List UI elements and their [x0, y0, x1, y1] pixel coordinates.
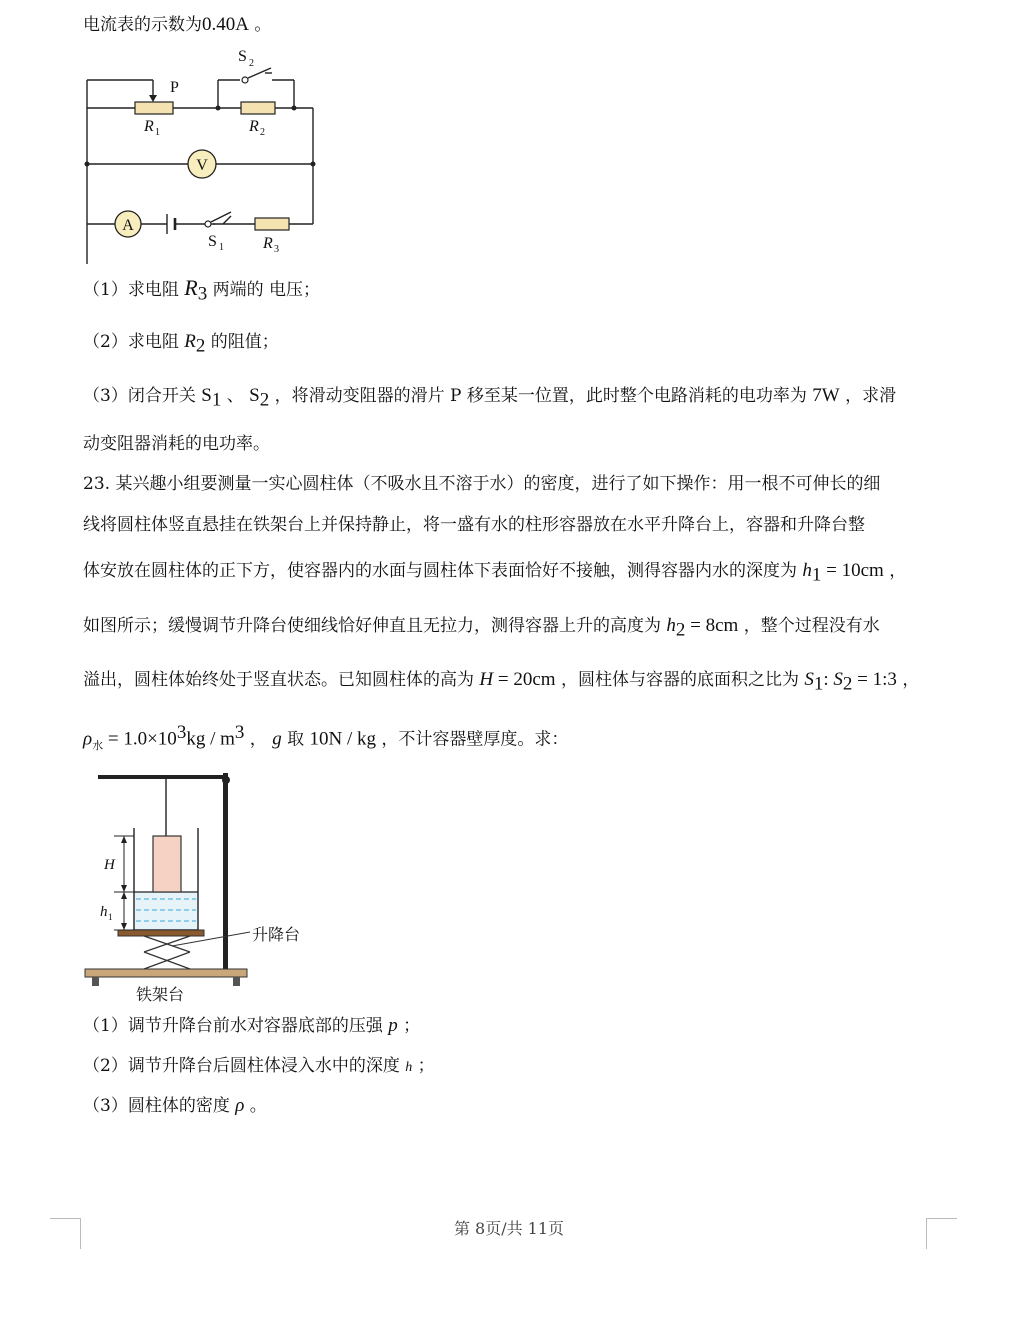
q23-part3: （3）圆柱体的密度 ρ 。 [83, 1095, 267, 1116]
svg-text:1: 1 [219, 242, 224, 253]
svg-text:V: V [196, 157, 208, 174]
resistor-r1 [135, 102, 173, 114]
q23-line4: 如图所示；缓慢调节升降台使细线恰好伸直且无拉力，测得容器上升的高度为 $h_2 = 8cm$ ，整个过程没有水 [83, 615, 880, 641]
svg-text:1: 1 [108, 912, 113, 922]
switch-s1-contact [205, 221, 211, 227]
lift-platform [118, 930, 204, 936]
svg-text:3: 3 [274, 244, 279, 255]
q23-line6: $\rho_水 = 1.0\times 10^3kg / m^3$ ， g 取 10N / kg ，不计容器壁厚度。求： [83, 722, 569, 753]
svg-text:2: 2 [249, 58, 254, 69]
intro-line: 电流表的示数为0.40A 。 [83, 14, 272, 35]
circuit-diagram [75, 40, 335, 265]
q22-part2: （2）求电阻 $R_2$ 的阻值； [83, 331, 279, 357]
svg-text:S: S [208, 233, 217, 250]
svg-text:R: R [263, 235, 273, 252]
svg-text:A: A [122, 217, 134, 234]
svg-text:1: 1 [155, 127, 160, 138]
q23-line3: 体安放在圆柱体的正下方，使容器内的水面与圆柱体下表面恰好不接触，测得容器内水的深度为 $h_1 = 10cm$ ， [83, 560, 907, 586]
q22-part3: （3）闭合开关 $S_1$ 、 $S_2$ ，将滑动变阻器的滑片 P 移至某一位置，此时整个电路消耗的电功率为 7W ，求滑 [83, 385, 897, 411]
stand-arm [98, 775, 228, 779]
svg-text:H: H [104, 857, 115, 873]
svg-text:2: 2 [260, 127, 265, 138]
q22-part1: （1）求电阻 $R_3$ 两端的 电压； [83, 275, 320, 305]
q23-part2: （2）调节升降台后圆柱体浸入水中的深度 h ； [83, 1056, 435, 1076]
svg-text:R: R [144, 118, 154, 135]
stand-base [85, 969, 247, 977]
page-footer: 第 8页/共 11页 [453, 1219, 565, 1238]
svg-text:h: h [100, 904, 108, 920]
stand-pole [223, 773, 228, 971]
q22-part3-cont: 动变阻器消耗的电功率。 [83, 434, 270, 454]
switch-s1-blade [211, 212, 231, 222]
svg-text:升降台: 升降台 [252, 927, 301, 944]
svg-text:铁架台: 铁架台 [136, 987, 185, 1004]
resistor-r3 [255, 218, 289, 230]
q23-part1: （1）调节升降台前水对容器底部的压强 p ； [83, 1015, 421, 1036]
svg-text:S: S [238, 48, 247, 65]
svg-text:R: R [249, 118, 259, 135]
resistor-r2 [241, 102, 275, 114]
q23-line1: 23. 某兴趣小组要测量一实心圆柱体（不吸水且不溶于水）的密度，进行了如下操作：用一根不可伸长的细 [83, 474, 881, 494]
q23-line2: 线将圆柱体竖直悬挂在铁架台上并保持静止，将一盛有水的柱形容器放在水平升降台上，容器和升降台整 [83, 515, 865, 535]
water [134, 892, 198, 930]
apparatus-diagram [80, 760, 320, 1005]
svg-text:P: P [170, 79, 179, 96]
slider-arrow-icon [149, 95, 157, 102]
q23-line5: 溢出，圆柱体始终处于竖直状态。已知圆柱体的高为 H = 20cm ，圆柱体与容器的底面积之比为 $S_1$: $S_2$ = 1:3 ， [83, 669, 920, 695]
switch-s2-contact [242, 77, 248, 83]
cylinder [153, 836, 181, 892]
